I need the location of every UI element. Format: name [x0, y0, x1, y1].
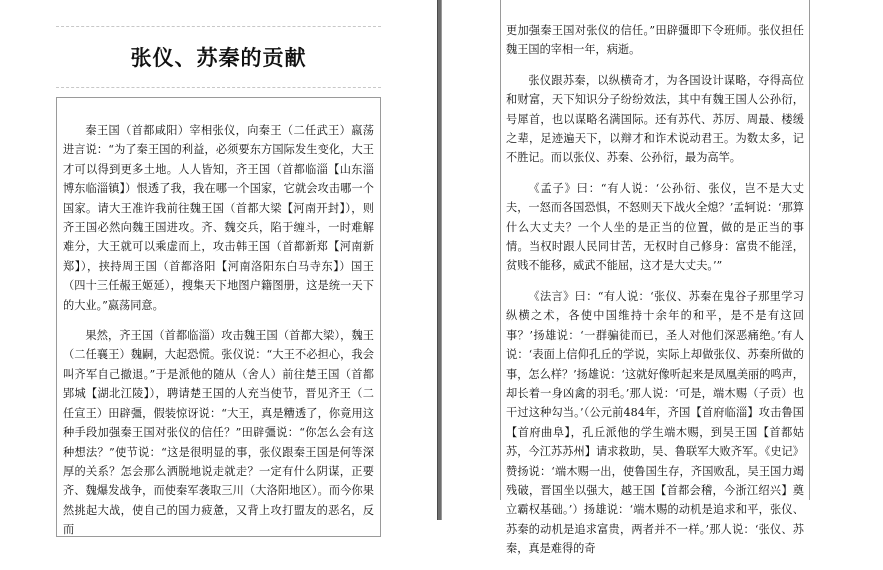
- paragraph: 《孟子》曰：“有人说：‘公孙衍、张仪，岂不是大丈夫，一怒而各国恐惧，不怒则天下战火全熄？’孟轲说：‘那算什么大丈夫？一个人坐的是正当的位置，做的是正当的事情。当权时跟人民同甘苦，无权时自己修身：富贵不能淫，贫贱不能移，威武不能屈，这才是大丈夫。’”: [506, 181, 804, 273]
- title-area: [56, 26, 381, 88]
- paragraph: 《法言》曰：“有人说：‘张仪、苏秦在鬼谷子那里学习纵横之术，各使中国维持十余年的和平，是不是有这回事？’扬雄说：‘一群骗徒而已，圣人对他们深恶痛绝。’有人说：‘表面上信仰孔丘的学说，实际上却做张仪、苏秦所做的事，怎么样？’扬雄说：‘这就好像听起来是凤凰美丽的鸣声，却长着一身凶禽的羽毛。’那人说：‘可是，端木赐（子贡）也干过这种勾当。’（公元前484年，齐国【首府临淄】攻击鲁国【首府曲阜】，孔丘派他的学生端木赐，到吴王国【首都姑苏，今江苏苏州】请求救助，吴、鲁联军大败齐军。《史记》赞扬说：‘端木赐一出，使鲁国生存，齐国败乱，吴王国力竭残破，晋国坐以强大，越王国【首都会稽，今浙江绍兴】奠立霸权基础。’）扬雄说：‘端木赐的动机是追求和平，张仪、苏秦的动机是追求富贵，两者并不一样。’那人说：‘张仪、苏秦，真是难得的奇: [506, 289, 804, 556]
- page-divider: [437, 0, 442, 520]
- paragraph: 张仪跟苏秦，以纵横奇才，为各国设计谋略，夺得高位和财富，天下知识分子纷纷效法，其中有魏王国人公孙衍，号犀首，也以谋略名满国际。还有苏代、苏厉、周最、楼缓之辈，足迹遍天下，以辩才和诈术说动君王。为数太多，记不胜记。而以张仪、苏秦、公孙衍，最为高竿。: [506, 73, 804, 165]
- paragraph: 果然，齐王国（首都临淄）攻击魏王国（首都大梁），魏王（二任襄王）魏嗣，大起恐慌。张仪说：“大王不必担心，我会叫齐军自己撤退。”于是派他的随从（舍人）前往楚王国（首都郢城【湖北江陵】），聘请楚王国的人充当使节，晋见齐王（二任宣王）田辟彊，假装惊讶说：“大王，真是糟透了，你竟用这种手段加强秦王国对张仪的信任？”田辟彊说：“你怎么会有这种想法？”使节说：“这是很明显的事，张仪跟秦王国是何等深厚的关系？怎会那么洒脱地说走就走？一定有什么阴谋，正要齐、魏爆发战争，而使秦军袭取三川（大洛阳地区）。而今你果然挑起大战，使自己的国力疲惫，又背上攻打盟友的恶名，反而: [63, 329, 374, 537]
- left-body-text: [63, 121, 374, 551]
- paragraph-continuation: 更加强秦王国对张仪的信任。”田辟彊即下令班师。张仪担任魏王国的宰相一年，病逝。: [506, 24, 804, 57]
- right-body-text: [506, 21, 804, 570]
- paragraph: 秦王国（首都咸阳）宰相张仪，向秦王（二任武王）嬴荡进言说：“为了秦王国的利益，必须要东方国际发生变化，大王才可以得到更多土地。人人皆知，齐王国（首都临淄【山东淄博东临淄镇】）恨透了我，我在哪一个国家，它就会攻击哪一个国家。请大王准许我前往魏王国（首都大梁【河南开封】），则齐王国必然向魏王国进攻。齐、魏交兵，陷于缠斗，一时难解难分，大王就可以乘虚而上，攻击韩王国（首都新郑【河南新郑】），挟持周王国（首都洛阳【河南洛阳东白马寺东】）国王（四十三任赧王姬延），搜集天下地图户籍图册，这是统一天下的大业。”嬴荡同意。: [63, 124, 374, 312]
- left-page: [0, 0, 437, 537]
- page-title: 张仪、苏秦的贡献: [130, 46, 307, 70]
